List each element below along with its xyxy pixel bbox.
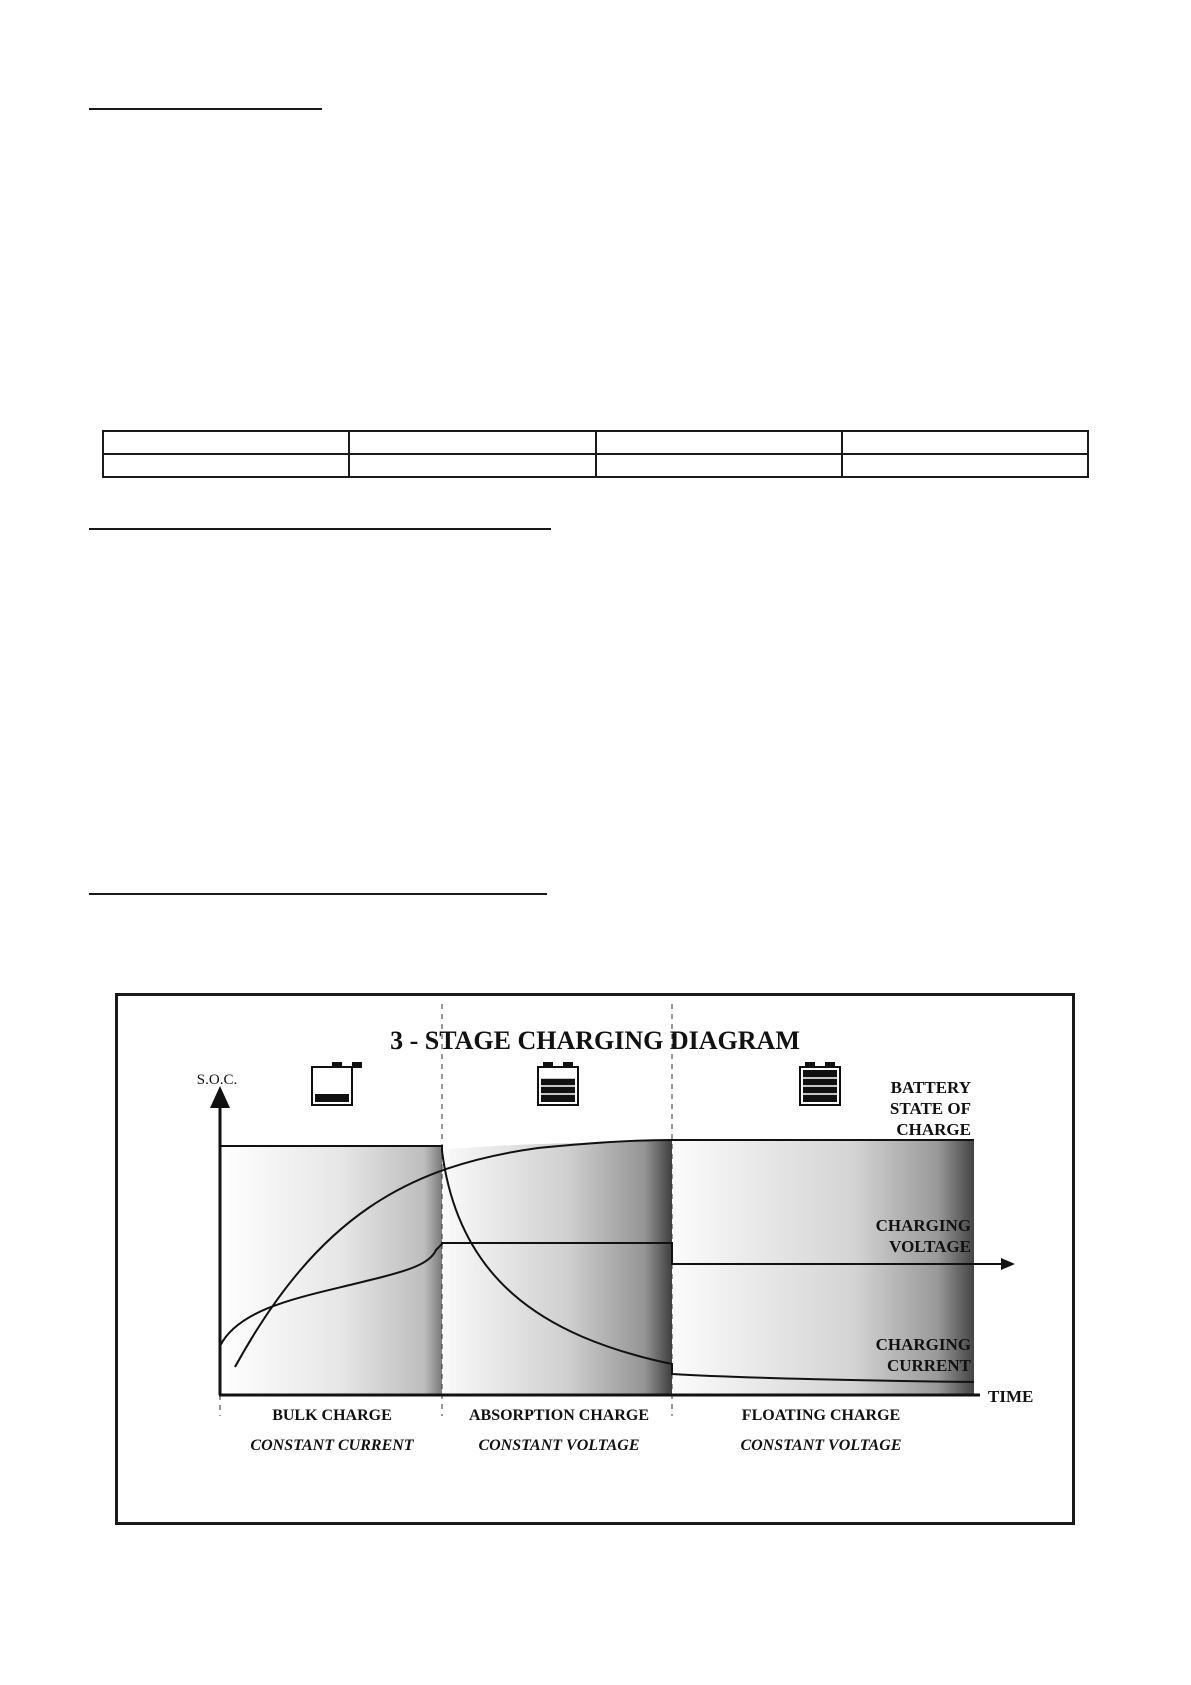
absorption-region xyxy=(442,1140,672,1395)
table-row xyxy=(103,431,1088,454)
table-cell xyxy=(103,431,349,454)
table-cell xyxy=(596,431,842,454)
x-axis-label: TIME xyxy=(988,1387,1034,1406)
charging-voltage-label-line-2: VOLTAGE xyxy=(889,1237,971,1256)
table-row xyxy=(103,454,1088,477)
charging-current-label-line-1: CHARGING xyxy=(875,1335,971,1354)
stage-absorption-mode: CONSTANT VOLTAGE xyxy=(478,1437,640,1454)
battery-mid-icon xyxy=(538,1062,578,1105)
section-heading-underline-1 xyxy=(89,108,322,110)
charging-voltage-label-line-1: CHARGING xyxy=(875,1216,971,1235)
table-cell xyxy=(842,454,1088,477)
stage-floating-name: FLOATING CHARGE xyxy=(741,1407,901,1424)
stage-absorption-name: ABSORPTION CHARGE xyxy=(468,1407,650,1424)
y-axis-arrowhead xyxy=(210,1086,230,1108)
voltage-arrowhead xyxy=(1001,1258,1015,1270)
stage-floating-mode: CONSTANT VOLTAGE xyxy=(740,1437,902,1454)
battery-mid-fill xyxy=(541,1078,575,1102)
table-cell xyxy=(349,431,595,454)
table-cell xyxy=(596,454,842,477)
y-axis-label: S.O.C. xyxy=(196,1072,238,1088)
charging-diagram xyxy=(115,993,1075,1525)
section-heading-underline-2 xyxy=(89,528,551,530)
stage-bulk-mode: CONSTANT CURRENT xyxy=(250,1437,414,1454)
spec-table xyxy=(102,430,1089,478)
battery-state-label-line-2: STATE OF xyxy=(889,1099,971,1118)
table-cell xyxy=(103,454,349,477)
charging-diagram-svg xyxy=(118,996,1072,1522)
table-cell xyxy=(349,454,595,477)
battery-state-label-line-1: BATTERY xyxy=(890,1078,971,1097)
battery-low-fill xyxy=(315,1094,349,1102)
charging-current-label-line-2: CURRENT xyxy=(886,1356,971,1375)
stage-bulk-name: BULK CHARGE xyxy=(272,1407,392,1424)
section-heading-underline-3 xyxy=(89,893,547,895)
diagram-title: 3 - STAGE CHARGING DIAGRAM xyxy=(390,1026,800,1055)
battery-full-icon xyxy=(800,1062,840,1105)
battery-stripes xyxy=(541,1078,837,1094)
battery-state-label-line-3: CHARGE xyxy=(896,1120,971,1139)
table-cell xyxy=(842,431,1088,454)
bulk-region xyxy=(220,1146,442,1395)
battery-low-icon xyxy=(312,1062,362,1105)
